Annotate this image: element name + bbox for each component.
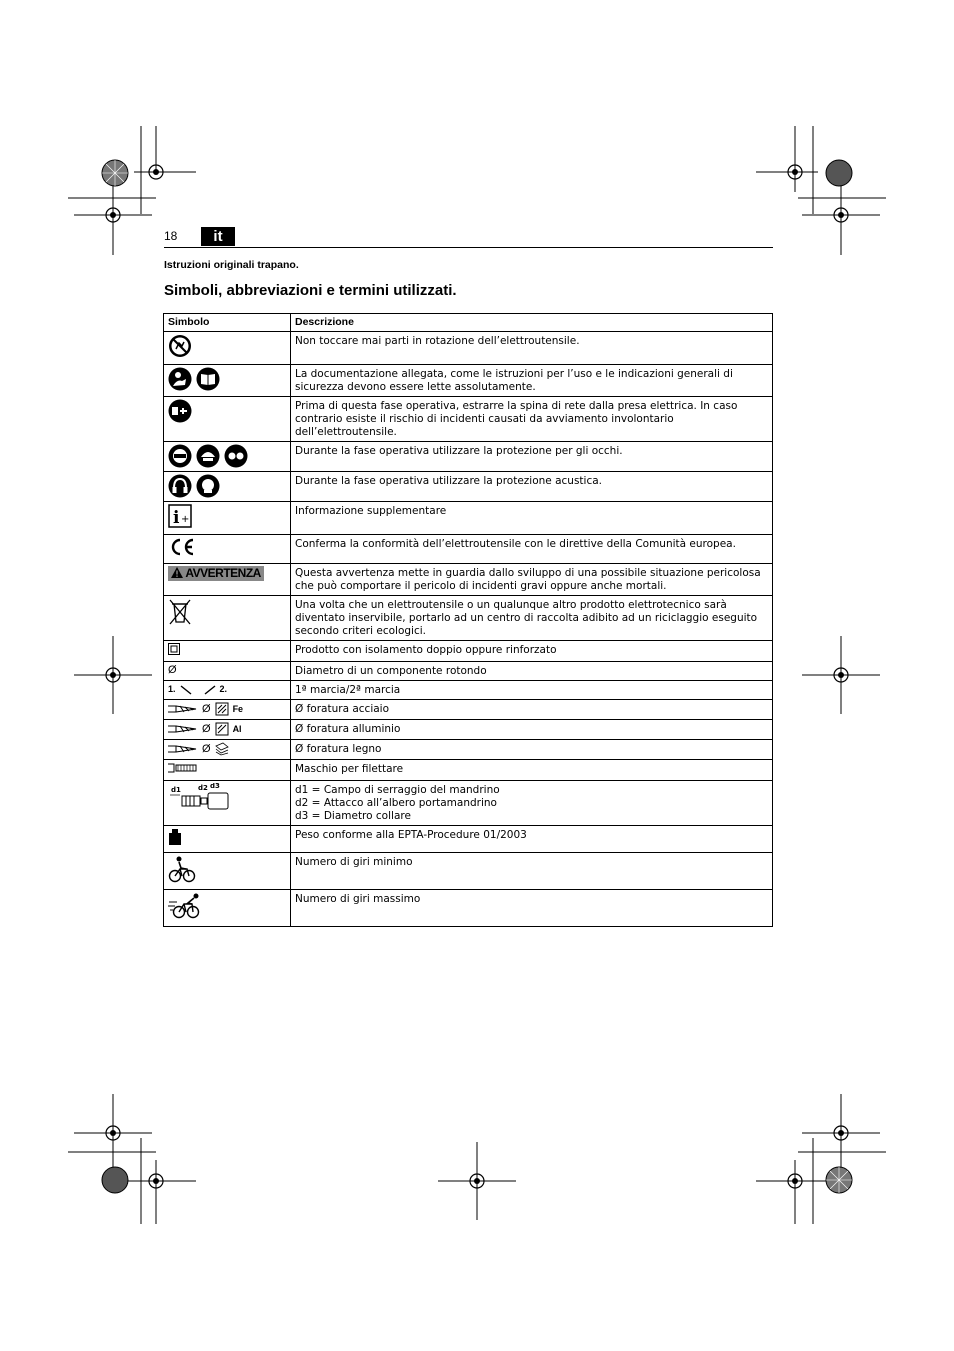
column-header-description: Descrizione: [291, 314, 773, 332]
table-row: [164, 890, 773, 927]
svg-text:d2: d2: [198, 784, 208, 792]
table-row: [164, 596, 773, 641]
drill-bit-icon: [168, 743, 198, 755]
row-description: Una volta che un elettroutensile o un qualunque altro prodotto elettrotecnico sarà diventato inservibile, portarlo ad un centro di raccolta adibito ad un riciclaggio eseguito secondo criteri ecologici.: [291, 596, 773, 641]
row-description: Prima di questa fase operativa, estrarre la spina di rete dalla presa elettrica. In caso contrario esiste il rischio di incidenti causati da avviamento involontario dell’elettroutensile.: [291, 397, 773, 442]
drill-bit-icon: [168, 703, 198, 715]
drill-bit-icon: [168, 723, 198, 735]
section-title: Simboli, abbreviazioni e termini utilizzati.: [164, 282, 457, 299]
eye-protection-icon: [224, 444, 248, 468]
first-gear-label: 1.: [168, 684, 176, 694]
warning-label: [168, 566, 264, 581]
table-row: [164, 681, 773, 700]
ear-protection-icon: [196, 474, 220, 498]
read-manual-icon: [196, 367, 220, 391]
symbols-table: [163, 313, 773, 927]
table-row: [164, 502, 773, 535]
steel-material-icon: [215, 702, 229, 716]
chuck-d1-description: d1 = Campo di serraggio del mandrino: [295, 784, 500, 796]
weight-icon: [168, 828, 182, 846]
row-description: Durante la fase operativa utilizzare la protezione acustica.: [291, 472, 773, 502]
row-description: Diametro di un componente rotondo: [291, 662, 773, 681]
table-row: [164, 853, 773, 890]
row-description: Ø foratura alluminio: [291, 720, 773, 740]
row-description: Ø foratura acciaio: [291, 700, 773, 720]
svg-text:d3: d3: [210, 783, 220, 790]
wood-material-icon: [215, 742, 229, 756]
diameter-sign: Ø: [202, 702, 211, 715]
min-speed-icon: [168, 855, 196, 883]
table-row: [164, 720, 773, 740]
table-row: [164, 365, 773, 397]
second-gear-label: 2.: [219, 684, 228, 694]
weee-bin-icon: [168, 598, 192, 626]
row-description: Durante la fase operativa utilizzare la protezione per gli occhi.: [291, 442, 773, 472]
operator-reading-icon: [168, 367, 192, 391]
row-description: Prodotto con isolamento doppio oppure rinforzato: [291, 641, 773, 662]
page-number: 18: [164, 229, 178, 243]
svg-text:i: i: [173, 508, 180, 528]
slow-slope-icon: [180, 685, 192, 695]
header-divider: [164, 247, 773, 248]
table-row: [164, 564, 773, 596]
ce-mark-icon: [168, 537, 196, 557]
double-insulation-icon: [168, 643, 180, 655]
row-description: Questa avvertenza mette in guardia dallo sviluppo di una possibile situazione pericolosa che può comportare il pericolo di incidenti gravi oppure anche mortali.: [291, 564, 773, 596]
table-row: [164, 760, 773, 781]
steel-label: Fe: [232, 703, 244, 714]
chuck-d2-description: d2 = Attacco all’albero portamandrino: [295, 797, 497, 809]
fast-slope-icon: [204, 685, 216, 695]
diameter-icon: Ø: [168, 664, 177, 676]
document-subtitle: Istruzioni originali trapano.: [164, 259, 299, 271]
language-badge: it: [201, 227, 235, 246]
warning-triangle-icon: [171, 567, 183, 578]
column-header-symbol: Simbolo: [164, 314, 291, 332]
row-description: Informazione supplementare: [291, 502, 773, 535]
table-row: [164, 641, 773, 662]
svg-text:+: +: [181, 514, 190, 525]
table-row: [164, 740, 773, 760]
row-description: 1ª marcia/2ª marcia: [291, 681, 773, 700]
table-row: [164, 535, 773, 564]
information-icon: [168, 504, 192, 528]
table-row: [164, 397, 773, 442]
row-description: Conferma la conformità dell’elettroutensile con le direttive della Comunità europea.: [291, 535, 773, 564]
diameter-sign: Ø: [202, 722, 211, 735]
table-row: [164, 662, 773, 681]
row-description: Peso conforme alla EPTA-Procedure 01/2003: [291, 826, 773, 853]
max-speed-icon: [168, 892, 204, 920]
face-shield-icon: [168, 444, 192, 468]
table-row: [164, 826, 773, 853]
row-description: Non toccare mai parti in rotazione dell’elettroutensile.: [291, 332, 773, 365]
ear-defenders-icon: [168, 474, 192, 498]
table-row: [164, 332, 773, 365]
row-description: La documentazione allegata, come le istruzioni per l’uso e le indicazioni generali di sicurezza devono essere lette assolutamente.: [291, 365, 773, 397]
tap-icon: [168, 762, 198, 774]
aluminium-label: Al: [232, 723, 242, 734]
table-row: [164, 442, 773, 472]
row-description: Ø foratura legno: [291, 740, 773, 760]
aluminium-material-icon: [215, 722, 229, 736]
rotating-parts-prohibition-icon: [168, 334, 192, 358]
row-description: [291, 781, 773, 826]
table-header-row: [164, 314, 773, 332]
svg-text:d1: d1: [171, 786, 181, 794]
unplug-icon: [168, 399, 192, 423]
chuck-dimensions-icon: [168, 783, 230, 813]
row-description: Maschio per filettare: [291, 760, 773, 781]
row-description: Numero di giri minimo: [291, 853, 773, 890]
table-row: [164, 472, 773, 502]
warning-label-text: AVVERTENZA: [185, 566, 261, 580]
chuck-d3-description: d3 = Diametro collare: [295, 810, 411, 822]
safety-helmet-icon: [196, 444, 220, 468]
diameter-sign: Ø: [202, 742, 211, 755]
table-row: [164, 781, 773, 826]
row-description: Numero di giri massimo: [291, 890, 773, 927]
table-row: [164, 700, 773, 720]
gear-icon: [168, 683, 286, 696]
